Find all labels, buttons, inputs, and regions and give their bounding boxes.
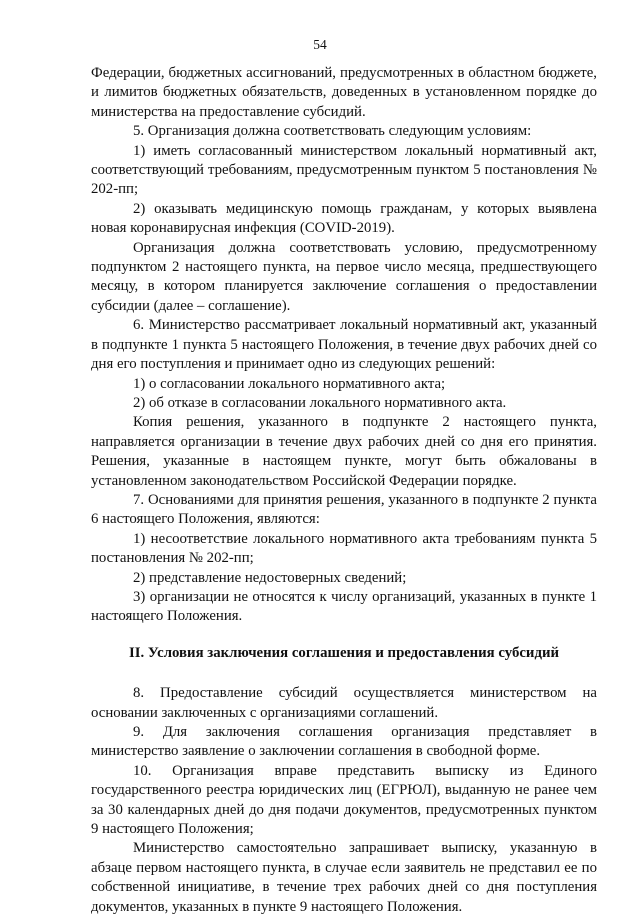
paragraph-continuation: Федерации, бюджетных ассигнований, предусмотренных в областном бюджете, и лимитов бюджетных обязательств, доведенных в установленном порядке до министерства на предоставление субсидий. [91, 65, 597, 120]
paragraph-item-7-1: 1) несоответствие локального нормативного акта требованиям пункта 5 постановления № 202-пп; [91, 530, 597, 567]
paragraph-item-10-ministry: Министерство самостоятельно запрашивает выписку, указанную в абзаце первом настоящего пункта, в случае если заявитель не представил ее по собственной инициативе, в течение трех рабочих дней со дня поступления документов, указанных в пункте 9 настоящего Положения. [91, 840, 597, 915]
paragraph-item-9: 9. Для заключения соглашения организация представляет в министерство заявление о заключении соглашения в свободной форме. [91, 724, 597, 760]
paragraph-item-6-1: 1) о согласовании локального нормативного акта; [133, 375, 446, 392]
paragraph-item-5-2: 2) оказывать медицинскую помощь гражданам, у которых выявлена новая коронавирусная инфекция (COVID-2019). [91, 200, 597, 237]
paragraph-item-7: 7. Основаниями для принятия решения, указанного в подпункте 2 пункта 6 настоящего Положения, являются: [91, 491, 597, 528]
paragraph-item-6-copy: Копия решения, указанного в подпункте 2 настоящего пункта, направляется организации в течение двух рабочих дней со дня его принятия. Решения, указанные в настоящем пункте, могут быть обжалованы в установленном законодательством Российской Федерации порядке. [91, 414, 597, 489]
paragraph-item-6: 6. Министерство рассматривает локальный нормативный акт, указанный в подпункте 1 пункта 5 настоящего Положения, в течение двух рабочих дней со дня его поступления и принимает одно из следующих решений: [91, 317, 597, 373]
paragraph-item-5-1: 1) иметь согласованный министерством локальный нормативный акт, соответствующий требованиям, предусмотренным пунктом 5 постановления № 202-пп; [91, 142, 597, 198]
paragraph-item-8: 8. Предоставление субсидий осуществляется министерством на основании заключенных с организациями соглашений. [91, 685, 597, 721]
paragraph-item-7-3: 3) организации не относятся к числу организаций, указанных в пункте 1 настоящего Положения. [91, 588, 597, 625]
paragraph-item-7-2: 2) представление недостоверных сведений; [133, 569, 407, 586]
paragraph-item-6-2: 2) об отказе в согласовании локального нормативного акта. [133, 394, 507, 411]
document-body [91, 64, 597, 917]
paragraph-item-5-condition: Организация должна соответствовать условию, предусмотренному подпунктом 2 настоящего пункта, на первое число месяца, предшествующего месяцу, в котором планируется заключение соглашения о предоставлении субсидии (далее – соглашение). [91, 239, 597, 314]
page-number: 54 [313, 37, 327, 52]
section-heading: II. Условия заключения соглашения и предоставления субсидий [128, 644, 559, 661]
paragraph-item-5: 5. Организация должна соответствовать следующим условиям: [133, 123, 532, 140]
paragraph-item-10: 10. Организация вправе представить выписку из Единого государственного реестра юридических лиц (ЕГРЮЛ), выданную не ранее чем за 30 календарных дней до дня подачи документов, предусмотренных пунктом 9 настоящего Положения; [91, 762, 597, 838]
